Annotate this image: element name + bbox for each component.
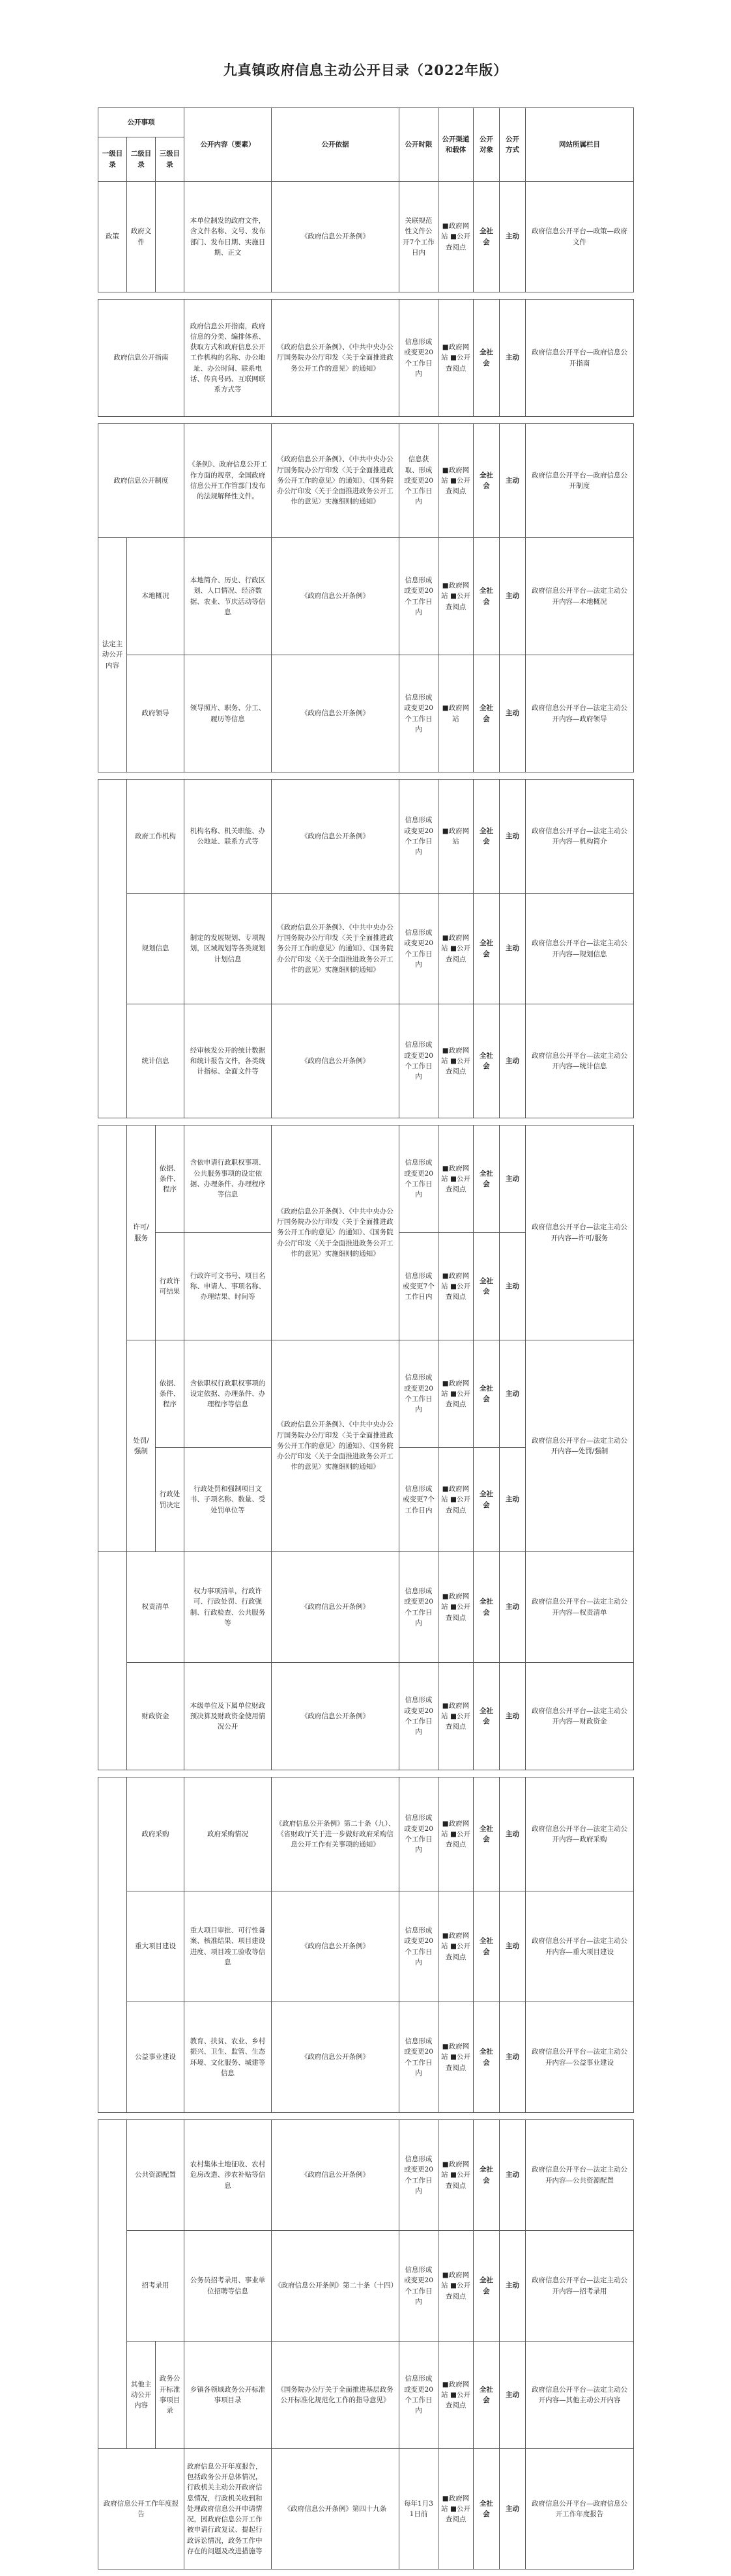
cell-content: 领导照片、职务、分工、履历等信息 (184, 655, 272, 772)
cell-scope: 全社会 (474, 780, 500, 894)
cell-basis: 《政府信息公开条例》 (272, 1663, 399, 1770)
cell-scope: 全社会 (474, 2002, 500, 2113)
cell-l1-continued (98, 2120, 127, 2449)
cell-basis: 《政府信息公开条例》、《中共中央办公厅国务院办公厅印发〈关于全面推进政务公开工作的意见〉的通知》、《国务院办公厅印发〈关于全面推进政务公开工作的意见〉实施细则的通知》 (272, 424, 399, 538)
cell-web: 政府信息公开平台—政府信息公开指南 (526, 300, 634, 417)
cell-time: 信息形成或变更20个工作日内 (399, 2231, 438, 2342)
cell-content: 本单位制发的政府文件，含文件名称、文号、发布部门、发布日期、实施日期、正文 (184, 182, 272, 292)
cell-time: 信息形成或变更20个工作日内 (399, 1125, 438, 1233)
cell-time: 信息获取、形成或变更20个工作日内 (399, 424, 438, 538)
cell-scope: 全社会 (474, 894, 500, 1004)
cell-content: 公务员招考录用、事业单位招聘等信息 (184, 2231, 272, 2342)
cell-basis: 《政府信息公开条例》 (272, 655, 399, 772)
cell-mode: 主动 (500, 2120, 526, 2231)
table-row (98, 1340, 634, 1448)
cell-l2: 处罚/强制 (127, 1340, 156, 1552)
table-row (98, 182, 634, 292)
cell-basis: 《政府信息公开条例》、《中共中央办公厅国务院办公厅印发〈关于全面推进政务公开工作的意见〉的通知》、《国务院办公厅印发〈关于全面推进政务公开工作的意见〉实施细则的通知》 (272, 894, 399, 1004)
section-gap (98, 292, 634, 300)
cell-scope: 全社会 (474, 1891, 500, 2002)
cell-channel: ■政府网站 ■公开查阅点 (438, 2002, 474, 2113)
cell-web: 政府信息公开平台—法定主动公开内容—公益事业建设 (526, 2002, 634, 2113)
section-gap (98, 417, 634, 424)
cell-channel: ■政府网站 ■公开查阅点 (438, 2120, 474, 2231)
cell-time: 信息形成或变更20个工作日内 (399, 538, 438, 655)
cell-scope: 全社会 (474, 424, 500, 538)
cell-mode: 主动 (500, 424, 526, 538)
cell-channel: ■政府网站 ■公开查阅点 (438, 1891, 474, 2002)
cell-basis: 《政府信息公开条例》、《中共中央办公厅国务院办公厅印发〈关于全面推进政务公开工作的意见〉的通知》、《国务院办公厅印发〈关于全面推进政务公开工作的意见〉实施细则的通知》 (272, 1125, 399, 1340)
header-l1: 一级目录 (98, 137, 127, 182)
cell-l2: 财政资金 (127, 1663, 184, 1770)
cell-channel: ■政府网站 ■公开查阅点 (438, 1448, 474, 1552)
cell-l1-continued (98, 780, 127, 1118)
cell-l3: 依据、条件、程序 (156, 1340, 184, 1448)
catalog-table (98, 107, 634, 2569)
cell-web: 政府信息公开平台—法定主动公开内容—政府采购 (526, 1777, 634, 1891)
cell-web: 政府信息公开平台—法定主动公开内容—本地概况 (526, 538, 634, 655)
cell-channel: ■政府网站 (438, 655, 474, 772)
header-scope: 公开对象 (474, 108, 500, 182)
cell-l2: 公益事业建设 (127, 2002, 184, 2113)
cell-content: 重大项目审批、可行性备案、核准结果、项目建设进度、项目竣工验收等信息 (184, 1891, 272, 2002)
cell-channel: ■政府网站 ■公开查阅点 (438, 182, 474, 292)
cell-l2: 公共资源配置 (127, 2120, 184, 2231)
cell-basis: 《国务院办公厅关于全面推进基层政务公开标准化规范化工作的指导意见》 (272, 2342, 399, 2449)
table-row (98, 2120, 634, 2231)
cell-channel: ■政府网站 ■公开查阅点 (438, 1004, 474, 1118)
cell-l1-continued (98, 1552, 127, 1770)
table-row (98, 1777, 634, 1891)
cell-channel: ■政府网站 ■公开查阅点 (438, 538, 474, 655)
cell-web: 政府信息公开平台—法定主动公开内容—重大项目建设 (526, 1891, 634, 2002)
cell-mode: 主动 (500, 2342, 526, 2449)
header-channel: 公开渠道和载体 (438, 108, 474, 182)
cell-mode: 主动 (500, 1233, 526, 1340)
cell-mode: 主动 (500, 655, 526, 772)
table-row (98, 2342, 634, 2449)
cell-basis: 《政府信息公开条例》 (272, 780, 399, 894)
cell-web: 政府信息公开平台—法定主动公开内容—政府领导 (526, 655, 634, 772)
cell-l3: 政务公开标准事项目录 (156, 2342, 184, 2449)
cell-content: 行政许可文书号、项目名称、申请人、事项名称、办理结果、时间等 (184, 1233, 272, 1340)
cell-content: 本地简介、历史、行政区划、人口情况、经济数据、农业、节庆活动等信息 (184, 538, 272, 655)
cell-l1-continued (98, 1125, 127, 1552)
cell-web: 政府信息公开平台—法定主动公开内容—统计信息 (526, 1004, 634, 1118)
cell-basis: 《政府信息公开条例》、《中共中央办公厅国务院办公厅印发〈关于全面推进政务公开工作的意见〉的通知》 (272, 300, 399, 417)
cell-time: 信息形成或变更7个工作日内 (399, 1233, 438, 1340)
cell-content: 机构名称、机关职能、办公地址、联系方式等 (184, 780, 272, 894)
cell-web: 政府信息公开平台—法定主动公开内容—机构简介 (526, 780, 634, 894)
cell-time: 信息形成或变更20个工作日内 (399, 1552, 438, 1663)
cell-time: 信息形成或变更20个工作日内 (399, 894, 438, 1004)
table-row (98, 2002, 634, 2113)
cell-basis: 《政府信息公开条例》 (272, 1552, 399, 1663)
cell-content: 政府采购情况 (184, 1777, 272, 1891)
cell-time: 信息形成或变更20个工作日内 (399, 1777, 438, 1891)
cell-channel: ■政府网站 ■公开查阅点 (438, 300, 474, 417)
table-row (98, 1004, 634, 1118)
cell-l2: 重大项目建设 (127, 1891, 184, 2002)
cell-channel: ■政府网站 ■公开查阅点 (438, 894, 474, 1004)
table-row (98, 300, 634, 417)
cell-mode: 主动 (500, 1448, 526, 1552)
cell-content: 制定的发展规划、专项规划，区域规划等各类规划计划信息 (184, 894, 272, 1004)
cell-channel: ■政府网站 ■公开查阅点 (438, 2449, 474, 2569)
table-row (98, 780, 634, 894)
cell-web: 政府信息公开平台—法定主动公开内容—公共资源配置 (526, 2120, 634, 2231)
table-row (98, 2231, 634, 2342)
cell-channel: ■政府网站 ■公开查阅点 (438, 1340, 474, 1448)
section-gap (98, 2113, 634, 2120)
cell-basis: 《政府信息公开条例》、《中共中央办公厅国务院办公厅印发〈关于全面推进政务公开工作的意见〉的通知》、《国务院办公厅印发〈关于全面推进政务公开工作的意见〉实施细则的通知》 (272, 1340, 399, 1552)
cell-content: 本级单位及下属单位财政预决算及财政资金使用情况公开 (184, 1663, 272, 1770)
cell-scope: 全社会 (474, 655, 500, 772)
cell-mode: 主动 (500, 182, 526, 292)
cell-web: 政府信息公开平台—法定主动公开内容—其他主动公开内容 (526, 2342, 634, 2449)
cell-scope: 全社会 (474, 2342, 500, 2449)
cell-channel: ■政府网站 ■公开查阅点 (438, 1777, 474, 1891)
header-l3: 三级目录 (156, 137, 184, 182)
cell-web: 政府信息公开平台—政府信息公开制度 (526, 424, 634, 538)
cell-web: 政府信息公开平台—法定主动公开内容—财政资金 (526, 1663, 634, 1770)
cell-web: 政府信息公开平台—政府信息公开工作年度报告 (526, 2449, 634, 2569)
cell-scope: 全社会 (474, 1004, 500, 1118)
cell-basis: 《政府信息公开条例》 (272, 182, 399, 292)
cell-scope: 全社会 (474, 1448, 500, 1552)
cell-scope: 全社会 (474, 1663, 500, 1770)
cell-l2: 其他主动公开内容 (127, 2342, 156, 2449)
section-gap (98, 772, 634, 780)
cell-time: 信息形成或变更20个工作日内 (399, 2342, 438, 2449)
cell-time: 信息形成或变更20个工作日内 (399, 1340, 438, 1448)
cell-l1: 政策 (98, 182, 127, 292)
cell-mode: 主动 (500, 1125, 526, 1233)
header-items: 公开事项 (98, 108, 184, 137)
cell-basis: 《政府信息公开条例》第二十条（九）、《省财政厅关于进一步做好政府采购信息公开工作有关事项的通知》 (272, 1777, 399, 1891)
cell-mode: 主动 (500, 1891, 526, 2002)
cell-basis: 《政府信息公开条例》第二十条（十四） (272, 2231, 399, 2342)
cell-web: 政府信息公开平台—法定主动公开内容—处罚/强制 (526, 1340, 634, 1552)
cell-web: 政府信息公开平台—法定主动公开内容—许可/服务 (526, 1125, 634, 1340)
cell-content: 含依职权行政职权事项的设定依据、办理条件、办理程序等信息 (184, 1340, 272, 1448)
header-time: 公开时限 (399, 108, 438, 182)
cell-time: 信息形成或变更20个工作日内 (399, 1663, 438, 1770)
header-content: 公开内容（要素） (184, 108, 272, 182)
cell-content: 行政处罚和强制项目文书、子项名称、数量、受处罚单位等 (184, 1448, 272, 1552)
cell-l1: 政府信息公开指南 (98, 300, 184, 417)
cell-content: 政府信息公开年度报告，包括政务公开总体情况，行政机关主动公开政府信息情况，行政机关收到和处理政府信息公开申请情况，因政府信息公开工作被申请行政复议、提起行政诉讼情况，政务工作中存在的问题及改进措施等 (184, 2449, 272, 2569)
header-l2: 二级目录 (127, 137, 156, 182)
cell-time: 信息形成或变更20个工作日内 (399, 780, 438, 894)
table-row (98, 424, 634, 538)
cell-web: 政府信息公开平台—法定主动公开内容—权责清单 (526, 1552, 634, 1663)
cell-basis: 《政府信息公开条例》 (272, 1004, 399, 1118)
cell-l2: 政府文件 (127, 182, 156, 292)
cell-l3 (156, 182, 184, 292)
cell-content: 教育、扶贫、农业、乡村振兴、卫生、监管、生态环境、文化服务、城建等信息 (184, 2002, 272, 2113)
cell-channel: ■政府网站 ■公开查阅点 (438, 424, 474, 538)
catalog-table-wrapper (98, 107, 633, 2569)
cell-basis: 《政府信息公开条例》 (272, 2002, 399, 2113)
cell-time: 信息形成或变更20个工作日内 (399, 655, 438, 772)
cell-mode: 主动 (500, 894, 526, 1004)
cell-channel: ■政府网站 ■公开查阅点 (438, 1125, 474, 1233)
cell-l2: 统计信息 (127, 1004, 184, 1118)
cell-l2: 招考录用 (127, 2231, 184, 2342)
table-row (98, 1125, 634, 1233)
cell-mode: 主动 (500, 780, 526, 894)
cell-l2: 政府采购 (127, 1777, 184, 1891)
table-row (98, 655, 634, 772)
page-title: 九真镇政府信息主动公开目录（2022年版） (223, 62, 508, 78)
cell-scope: 全社会 (474, 538, 500, 655)
cell-web: 政府信息公开平台—法定主动公开内容—规划信息 (526, 894, 634, 1004)
cell-time: 信息形成或变更20个工作日内 (399, 2120, 438, 2231)
cell-channel: ■政府网站 ■公开查阅点 (438, 2342, 474, 2449)
cell-l2: 政府工作机构 (127, 780, 184, 894)
cell-mode: 主动 (500, 2002, 526, 2113)
cell-mode: 主动 (500, 1340, 526, 1448)
cell-scope: 全社会 (474, 1233, 500, 1340)
header-mode: 公开方式 (500, 108, 526, 182)
cell-mode: 主动 (500, 2231, 526, 2342)
cell-time: 信息形成或变更7个工作日内 (399, 1448, 438, 1552)
cell-l1: 法定主动公开内容 (98, 538, 127, 772)
cell-channel: ■政府网站 ■公开查阅点 (438, 1233, 474, 1340)
cell-scope: 全社会 (474, 2231, 500, 2342)
table-row (98, 2449, 634, 2569)
cell-mode: 主动 (500, 300, 526, 417)
cell-basis: 《政府信息公开条例》 (272, 1891, 399, 2002)
cell-l2: 规划信息 (127, 894, 184, 1004)
cell-channel: ■政府网站 (438, 780, 474, 894)
cell-mode: 主动 (500, 1552, 526, 1663)
cell-basis: 《政府信息公开条例》 (272, 538, 399, 655)
cell-scope: 全社会 (474, 1125, 500, 1233)
table-row (98, 894, 634, 1004)
cell-basis: 《政府信息公开条例》第四十九条 (272, 2449, 399, 2569)
header-basis: 公开依据 (272, 108, 399, 182)
cell-l1-continued (98, 1777, 127, 2113)
cell-l2: 许可/服务 (127, 1125, 156, 1340)
cell-scope: 全社会 (474, 1777, 500, 1891)
cell-l3: 行政处罚决定 (156, 1448, 184, 1552)
cell-time: 关联规范性文件公开7个工作日内 (399, 182, 438, 292)
cell-basis: 《政府信息公开条例》 (272, 2120, 399, 2231)
cell-web: 政府信息公开平台—政策—政府文件 (526, 182, 634, 292)
cell-l2: 政府领导 (127, 655, 184, 772)
cell-l1: 政府信息公开工作年度报告 (98, 2449, 184, 2569)
cell-scope: 全社会 (474, 2449, 500, 2569)
cell-time: 信息形成或变更20个工作日内 (399, 1891, 438, 2002)
cell-channel: ■政府网站 ■公开查阅点 (438, 2231, 474, 2342)
cell-l2: 本地概况 (127, 538, 184, 655)
cell-content: 农村集体土地征收、农村危房改造、涉农补贴等信息 (184, 2120, 272, 2231)
cell-content: 政府信息公开指南，政府信息的分类、编排体系、获取方式和政府信息公开工作机构的名称、办公地址、办公时间、联系电话、传真号码、互联网联系方式等 (184, 300, 272, 417)
cell-content: 经审核发公开的统计数据和统计报告文件，各类统计指标、全面文件等 (184, 1004, 272, 1118)
cell-l3: 行政许可结果 (156, 1233, 184, 1340)
table-row (98, 1663, 634, 1770)
section-gap (98, 1770, 634, 1777)
cell-web: 政府信息公开平台—法定主动公开内容—招考录用 (526, 2231, 634, 2342)
cell-time: 每年1月31日前 (399, 2449, 438, 2569)
cell-content: 乡镇各领域政务公开标准事项目录 (184, 2342, 272, 2449)
cell-time: 信息形成或变更20个工作日内 (399, 1004, 438, 1118)
cell-l1: 政府信息公开制度 (98, 424, 184, 538)
cell-scope: 全社会 (474, 300, 500, 417)
cell-scope: 全社会 (474, 2120, 500, 2231)
cell-mode: 主动 (500, 538, 526, 655)
table-row (98, 1891, 634, 2002)
cell-time: 信息形成或变更20个工作日内 (399, 300, 438, 417)
table-row (98, 1552, 634, 1663)
cell-channel: ■政府网站 ■公开查阅点 (438, 1663, 474, 1770)
cell-scope: 全社会 (474, 1340, 500, 1448)
cell-content: 含依申请行政职权事项、公共服务事项的设定依据、办理条件、办理程序等信息 (184, 1125, 272, 1233)
cell-scope: 全社会 (474, 1552, 500, 1663)
section-gap (98, 1118, 634, 1125)
cell-content: 《条例》、政府信息公开工作方面的规章，全国政府信息公开工作管部门发布的法规解释性文件。 (184, 424, 272, 538)
table-row (98, 538, 634, 655)
cell-l3: 依据、条件、程序 (156, 1125, 184, 1233)
cell-channel: ■政府网站 ■公开查阅点 (438, 1552, 474, 1663)
cell-l2: 权责清单 (127, 1552, 184, 1663)
cell-mode: 主动 (500, 1004, 526, 1118)
cell-mode: 主动 (500, 1777, 526, 1891)
cell-content: 权力事项清单，行政许可、行政处罚、行政强制、行政检查、公共服务等 (184, 1552, 272, 1663)
cell-mode: 主动 (500, 2449, 526, 2569)
cell-time: 信息形成或变更20个工作日内 (399, 2002, 438, 2113)
header-web: 网站所属栏目 (526, 108, 634, 182)
cell-scope: 全社会 (474, 182, 500, 292)
cell-mode: 主动 (500, 1663, 526, 1770)
